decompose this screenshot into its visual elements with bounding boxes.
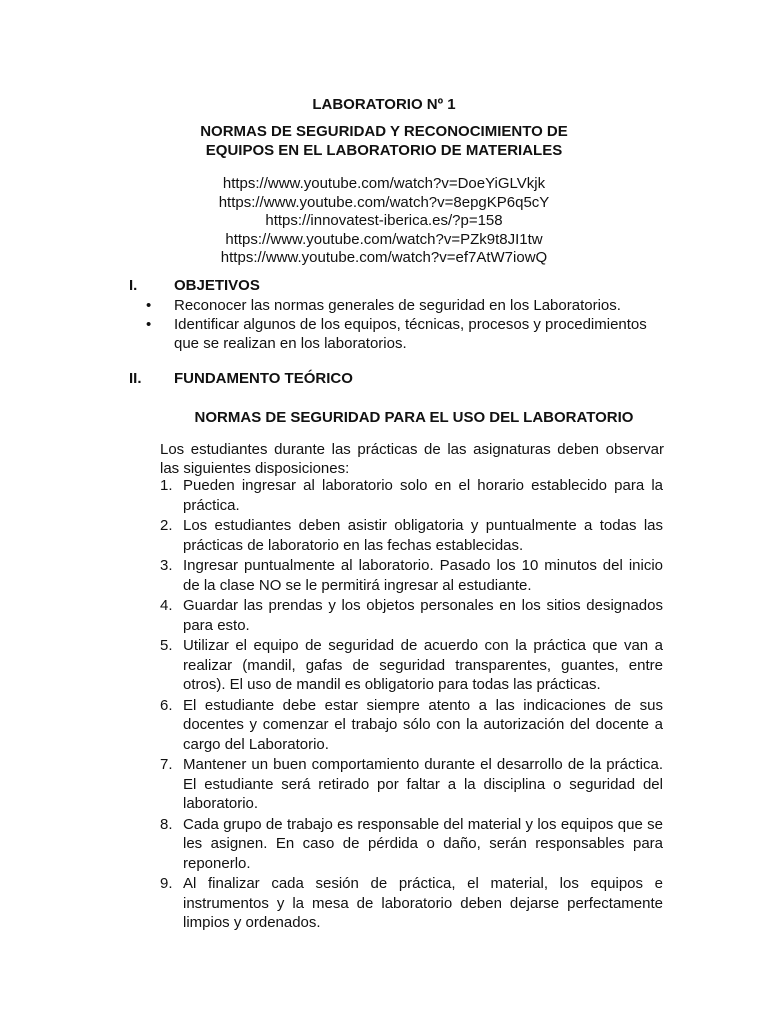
section-number: II. [129,370,142,387]
list-item [160,636,663,695]
list-item [160,556,663,595]
intro-paragraph: Los estudiantes durante las prácticas de las asignaturas deben observar las siguientes disposiciones: [160,441,664,477]
reference-link[interactable]: https://innovatest-iberica.es/?p=158 [265,212,503,229]
section-number: I. [129,277,138,294]
list-item [160,755,663,814]
objectives-list [146,296,666,353]
objective-text: Identificar algunos de los equipos, técnicas, procesos y procedimientos que se realizan en los laboratorios. [174,316,647,352]
item-number: 2. [160,517,173,534]
item-number: 5. [160,637,173,654]
item-text: Guardar las prendas y los objetos personales en los sitios designados para esto. [183,597,663,634]
item-number: 7. [160,756,173,773]
objective-text: Reconocer las normas generales de seguridad en los Laboratorios. [174,297,621,314]
item-text: El estudiante debe estar siempre atento a las indicaciones de sus docentes y comenzar el trabajo sólo con la autorización del docente a cargo del Laboratorio. [183,696,663,753]
subheading: NORMAS DE SEGURIDAD PARA EL USO DEL LABORATORIO [194,409,634,426]
item-number: 3. [160,557,173,574]
reference-link[interactable]: https://www.youtube.com/watch?v=DoeYiGLVkjk [222,175,546,192]
rules-list [160,476,663,934]
item-number: 1. [160,477,173,494]
section-title-objetivos: OBJETIVOS [174,277,260,294]
reference-links [0,175,768,268]
item-number: 8. [160,815,173,833]
item-text: Mantener un buen comportamiento durante el desarrollo de la práctica. El estudiante será retirado por faltar a la disciplina o seguridad del laboratorio. [183,756,663,812]
list-item [160,815,663,874]
item-number: 6. [160,696,173,714]
item-text: Cada grupo de trabajo es responsable del material y los equipos que se les asignen. En caso de pérdida o daño, serán responsables para reponerlo. [183,815,663,872]
list-item [160,516,663,555]
bullet-icon: • [146,316,152,333]
item-number: 9. [160,875,173,892]
item-text: Ingresar puntualmente al laboratorio. Pasado los 10 minutos del inicio de la clase NO se le permitirá ingresar al estudiante. [183,557,663,594]
reference-link[interactable]: https://www.youtube.com/watch?v=PZk9t8JI1tw [225,230,543,248]
list-item [160,476,663,515]
item-text: Los estudiantes deben asistir obligatoria y puntualmente a todas las prácticas de laboratorio en las fechas establecidas. [183,517,663,554]
objective-item [146,315,666,353]
item-text: Utilizar el equipo de seguridad de acuerdo con la práctica que van a realizar (mandil, gafas de seguridad transparentes, guantes, entre otros). El uso de mandil es obligatorio para todas las prácticas. [183,637,663,693]
document-title: LABORATORIO Nº 1 [312,96,456,113]
bullet-icon: • [146,297,152,314]
section-title-fundamento: FUNDAMENTO TEÓRICO [174,370,353,387]
list-item [160,696,663,755]
objective-item [146,296,666,315]
list-item [160,874,663,933]
item-text: Pueden ingresar al laboratorio solo en el horario establecido para la práctica. [183,477,663,514]
reference-link[interactable]: https://www.youtube.com/watch?v=8epgKP6q5cY [218,193,550,211]
item-text: Al finalizar cada sesión de práctica, el material, los equipos e instrumentos y la mesa de laboratorio deben dejarse perfectamente limpios y ordenados. [183,875,663,931]
reference-link[interactable]: https://www.youtube.com/watch?v=ef7AtW7iowQ [220,249,548,266]
document-subtitle: NORMAS DE SEGURIDAD Y RECONOCIMIENTO DE EQUIPOS EN EL LABORATORIO DE MATERIALES [200,123,568,159]
list-item [160,596,663,635]
item-number: 4. [160,597,173,614]
